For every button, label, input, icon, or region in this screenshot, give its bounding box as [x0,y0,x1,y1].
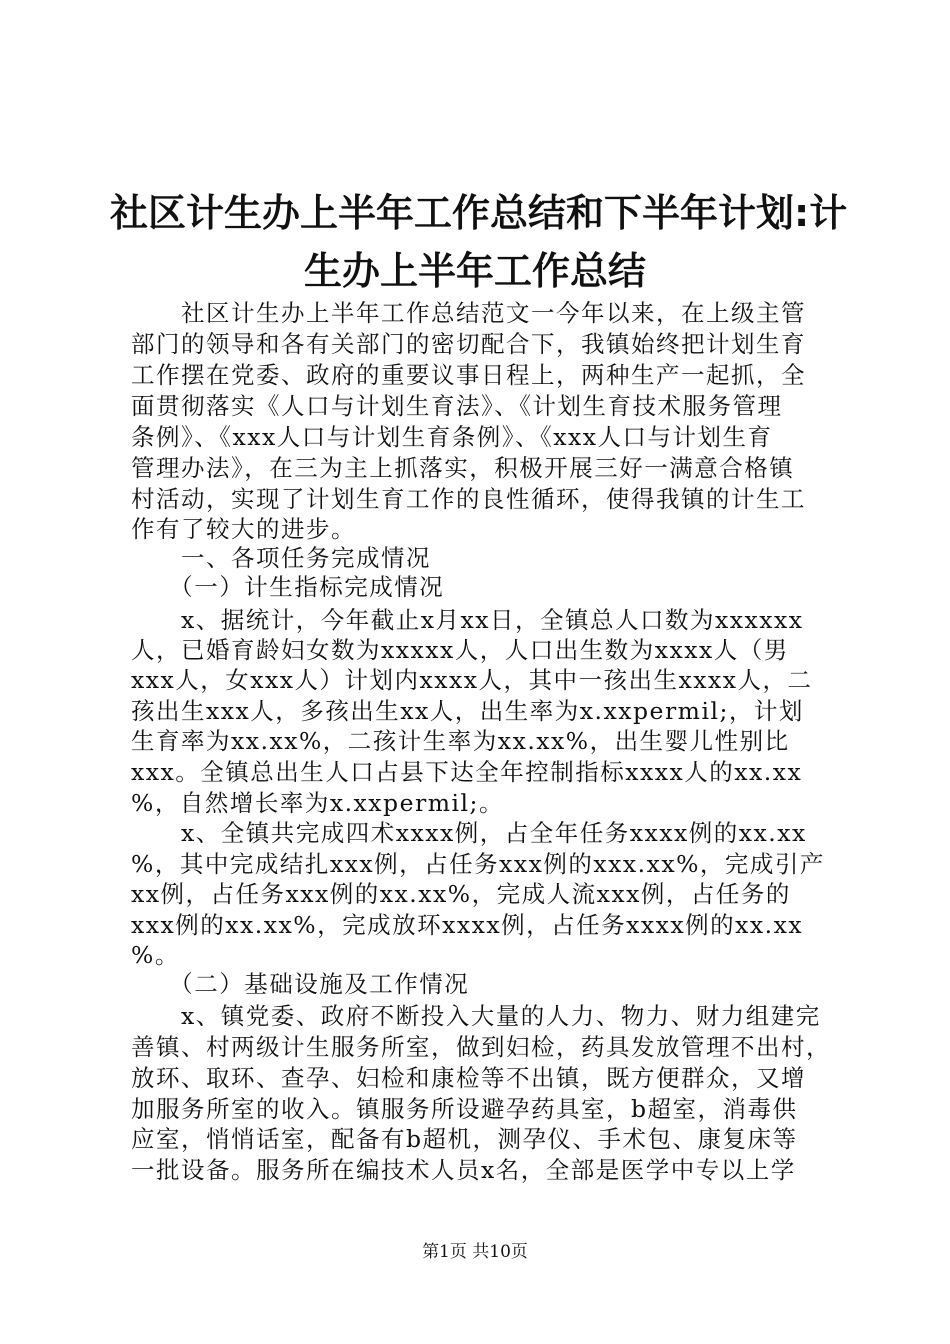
subsection-heading: （二）基础设施及工作情况 [131,970,470,998]
text-line: %，其中完成结扎xxx例，占任务xxx例的xxx.xx%，完成引产 [131,850,825,878]
text-line: 生育率为xx.xx%，二孩计生率为xx.xx%，出生婴儿性别比 [131,727,790,755]
text-line: 作有了较大的进步。 [131,515,356,543]
text-line: 部门的领导和各有关部门的密切配合下，我镇始终把计划生育 [131,330,806,358]
text-line: x、据统计，今年截止x月xx日，全镇总人口数为xxxxxx [131,606,804,634]
text-line: 一批设备。服务所在编技术人员x名，全部是医学中专以上学 [131,1156,796,1184]
text-line: %。 [131,941,180,969]
text-line: x、全镇共完成四术xxxx例，占全年任务xxxx例的xx.xx [131,819,807,847]
text-line: 加服务所室的收入。镇服务所设避孕药具室，b超室，消毒供 [131,1095,798,1123]
text-line: x、镇党委、政府不断投入大量的人力、物力、财力组建完 [131,1002,821,1030]
text-line: 善镇、村两级计生服务所室，做到妇检，药具发放管理不出村， [131,1033,831,1061]
text-line: 村活动，实现了计划生育工作的良性循环，使得我镇的计生工 [131,485,806,513]
document-title-line-2: 生办上半年工作总结 [303,249,646,293]
text-line: 放环、取环、查孕、妇检和康检等不出镇，既方便群众，又增 [131,1064,806,1092]
text-line: 条例》、《xxx人口与计划生育条例》、《xxx人口与计划生育 [131,423,773,451]
text-line: 应室，悄悄话室，配备有b超机，测孕仪、手术包、康复床等 [131,1125,798,1153]
text-line: 人，已婚育龄妇女数为xxxxx人，人口出生数为xxxx人（男 [131,636,789,664]
text-line: 管理办法》，在三为主上抓落实，积极开展三好一满意合格镇 [131,454,795,482]
text-line: 孩出生xxx人，多孩出生xx人，出生率为x.xxpermil;，计划 [131,697,804,725]
text-line: %，自然增长率为x.xxpermil;。 [131,789,504,817]
text-line: xxx人，女xxx人）计划内xxxx人，其中一孩出生xxxx人，二 [131,666,813,694]
text-line: xx例，占任务xxx例的xx.xx%，完成人流xxx例，占任务的 [131,880,791,908]
subsection-heading: （一）计生指标完成情况 [131,573,445,601]
text-line: 面贯彻落实《人口与计划生育法》、《计划生育技术服务管理 [131,392,783,420]
document-title-line-1: 社区计生办上半年工作总结和下半年计划:计 [110,191,848,235]
section-heading: 一、各项任务完成情况 [131,544,431,572]
page-footer: 第1页 共10页 [422,1242,528,1262]
text-line: 工作摆在党委、政府的重要议事日程上，两种生产一起抓，全 [131,361,806,389]
text-line: xxx。全镇总出生人口占县下达全年控制指标xxxx人的xx.xx [131,758,803,786]
text-line: 社区计生办上半年工作总结范文一今年以来，在上级主管 [131,299,806,327]
text-line: xxx例的xx.xx%，完成放环xxxx例，占任务xxxx例的xx.xx [131,911,804,939]
